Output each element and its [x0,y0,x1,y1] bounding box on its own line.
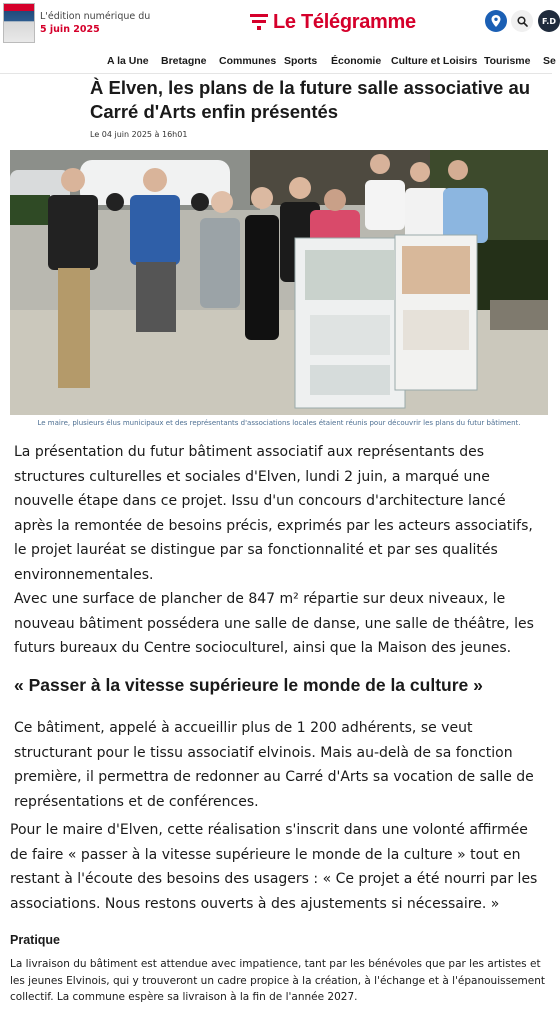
nav-item-tourisme[interactable]: Tourisme [484,55,531,67]
pratique-heading: Pratique [10,933,61,947]
location-icon [491,15,501,27]
site-header [0,0,556,44]
article-paragraph-4: Pour le maire d'Elven, cette réalisation s'inscrit dans une volonté affirmée de faire « passer à la vitesse supérieure le monde de la culture » tout en restant à l'écoute des besoins des usagers : « Ce projet a été nourri par les associations. Nous restons ouverts à des ajustements si nécessaire. » [10,822,538,912]
location-button[interactable] [485,10,507,32]
account-icon: F.D [542,16,556,26]
digital-edition-link[interactable] [40,10,150,36]
article-photo[interactable] [10,150,548,415]
logo-text: Le Télégramme [273,10,416,33]
nav-item-communes[interactable]: Communes [219,55,277,67]
site-logo[interactable] [250,10,416,34]
nav-item-sports[interactable]: Sports [284,55,318,67]
nav-item-culture-loisirs[interactable]: Culture et Loisirs [391,55,478,67]
logo-icon [250,14,268,30]
article-date: Le 04 juin 2025 à 16h01 [90,130,188,139]
photo-caption: Le maire, plusieurs élus municipaux et des représentants d'associations locales étaient réunis pour découvrir les plans du futur bâtiment. [37,419,521,427]
article-title: À Elven, les plans de la future salle associative au Carré d'Arts enfin présentés [90,77,531,122]
nav-item-overflow[interactable]: Se [543,55,556,67]
article-paragraph-2: Avec une surface de plancher de 847 m² répartie sur deux niveaux, le nouveau bâtiment possédera une salle de danse, une salle de théâtre, les futurs bureaux du Centre socioculturel, ainsi que la Maison des jeunes. [14,591,534,656]
article-subheading-quote: « Passer à la vitesse supérieure le monde de la culture » [14,675,483,695]
nav-item-bretagne[interactable]: Bretagne [161,55,207,67]
edition-date: 5 juin 2025 [40,24,100,35]
search-icon [517,16,528,27]
nav-item-economie[interactable]: Économie [331,55,382,67]
edition-label: L'édition numérique du [40,11,151,22]
article-paragraph-3: Ce bâtiment, appelé à accueillir plus de 1 200 adhérents, se veut structurant pour le tissu associatif elvinois. Mais au-delà de sa fonction première, il permettra de redonner au Carré d'Arts sa vocation de salle de représentations et de conférences. [14,720,534,810]
search-button[interactable] [511,10,533,32]
edition-thumbnail[interactable] [3,3,35,43]
nav-item-a-la-une[interactable]: A la Une [107,55,149,67]
main-nav [0,50,556,74]
account-button[interactable] [538,10,560,32]
pratique-paragraph: La livraison du bâtiment est attendue avec impatience, tant par les bénévoles que par les artistes et les jeunes Elvinois, qui y trouveront un cadre propice à la création, à l'échange et à l'épanouissement collectif. La commune espère sa livraison à la fin de l'année 2027. [10,958,545,1003]
article-paragraph-1: La présentation du futur bâtiment associatif aux représentants des structures culturelles et sociales d'Elven, lundi 2 juin, a marqué une nouvelle étape dans ce projet. Issu d'un concours d'architecture lancé après la remontée de besoins précis, exprimés par les acteurs associatifs, le projet lauréat se distingue par sa fonctionnalité et par ses qualités environnementales. [14,444,533,583]
